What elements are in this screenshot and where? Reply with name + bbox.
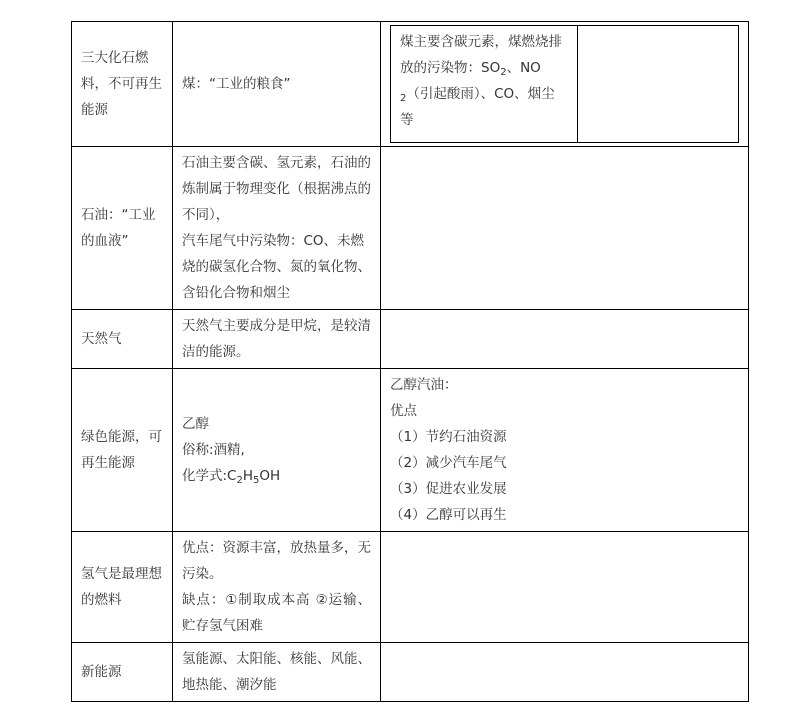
description-cell: [173, 147, 381, 310]
note-cell: [381, 22, 749, 147]
category-cell: [72, 532, 173, 643]
description-cell: [173, 532, 381, 643]
note-cell: [381, 147, 749, 310]
category-text: 氢气是最理想的燃料: [81, 566, 162, 608]
description-cell: [173, 643, 381, 702]
table-row: [72, 532, 749, 643]
description-text: 氢能源、太阳能、核能、风能、地热能、潮汐能: [182, 651, 371, 693]
category-text: 三大化石燃料，不可再生能源: [81, 50, 162, 118]
list-item: （2）减少汽车尾气: [390, 455, 507, 471]
table-row: [72, 643, 749, 702]
hydrogen-advantages: 优点：资源丰富，放热量多，无污染。: [182, 540, 371, 582]
table-row: [72, 369, 749, 532]
note-subtable: [390, 25, 739, 143]
description-text: 天然气主要成分是甲烷，是较清洁的能源。: [182, 318, 371, 360]
description-text: 石油主要含碳、氢元素，石油的炼制属于物理变化（根据沸点的不同），: [182, 155, 371, 223]
table-row: [72, 22, 749, 147]
list-item: （4）乙醇可以再生: [390, 507, 507, 523]
category-cell: [72, 369, 173, 532]
coal-note-text: 煤主要含碳元素，煤燃烧排放的污染物：$SO_2$、NO $_2$（引起酸雨）、CO、烟尘等: [400, 34, 562, 128]
ethanol-common-name: 俗称:酒精,: [182, 442, 245, 458]
note-cell: [381, 310, 749, 369]
description-cell: [173, 22, 381, 147]
list-item: （1）节约石油资源: [390, 429, 507, 445]
category-cell: [72, 643, 173, 702]
category-cell: [72, 310, 173, 369]
energy-table: [71, 21, 749, 702]
category-text: 新能源: [81, 664, 122, 680]
category-text: 绿色能源，可再生能源: [81, 429, 162, 471]
empty-subcell: [578, 26, 739, 143]
note-subcell: [391, 26, 578, 143]
category-cell: [72, 147, 173, 310]
hydrogen-disadvantages: 缺点：①制取成本高 ②运输、贮存氢气困难: [182, 592, 371, 634]
description-text: 煤：“工业的粮食”: [182, 76, 291, 92]
ethanol-formula: 化学式$:C_2H_5OH$: [182, 468, 281, 486]
advantages-label: 优点: [390, 403, 417, 419]
description-cell: [173, 310, 381, 369]
description-text: 汽车尾气中污染物：CO、未燃烧的碳氢化合物、氮的氧化物、含铅化合物和烟尘: [182, 233, 371, 301]
table-row: [72, 147, 749, 310]
ethanol-gasoline-title: 乙醇汽油：: [390, 377, 458, 393]
description-cell: [173, 369, 381, 532]
note-cell: [381, 643, 749, 702]
note-cell: [381, 369, 749, 532]
category-text: 石油：“工业的血液”: [81, 207, 156, 249]
category-cell: [72, 22, 173, 147]
ethanol-name: 乙醇: [182, 416, 209, 432]
note-cell: [381, 532, 749, 643]
list-item: （3）促进农业发展: [390, 481, 507, 497]
table-row: [72, 310, 749, 369]
category-text: 天然气: [81, 331, 122, 347]
